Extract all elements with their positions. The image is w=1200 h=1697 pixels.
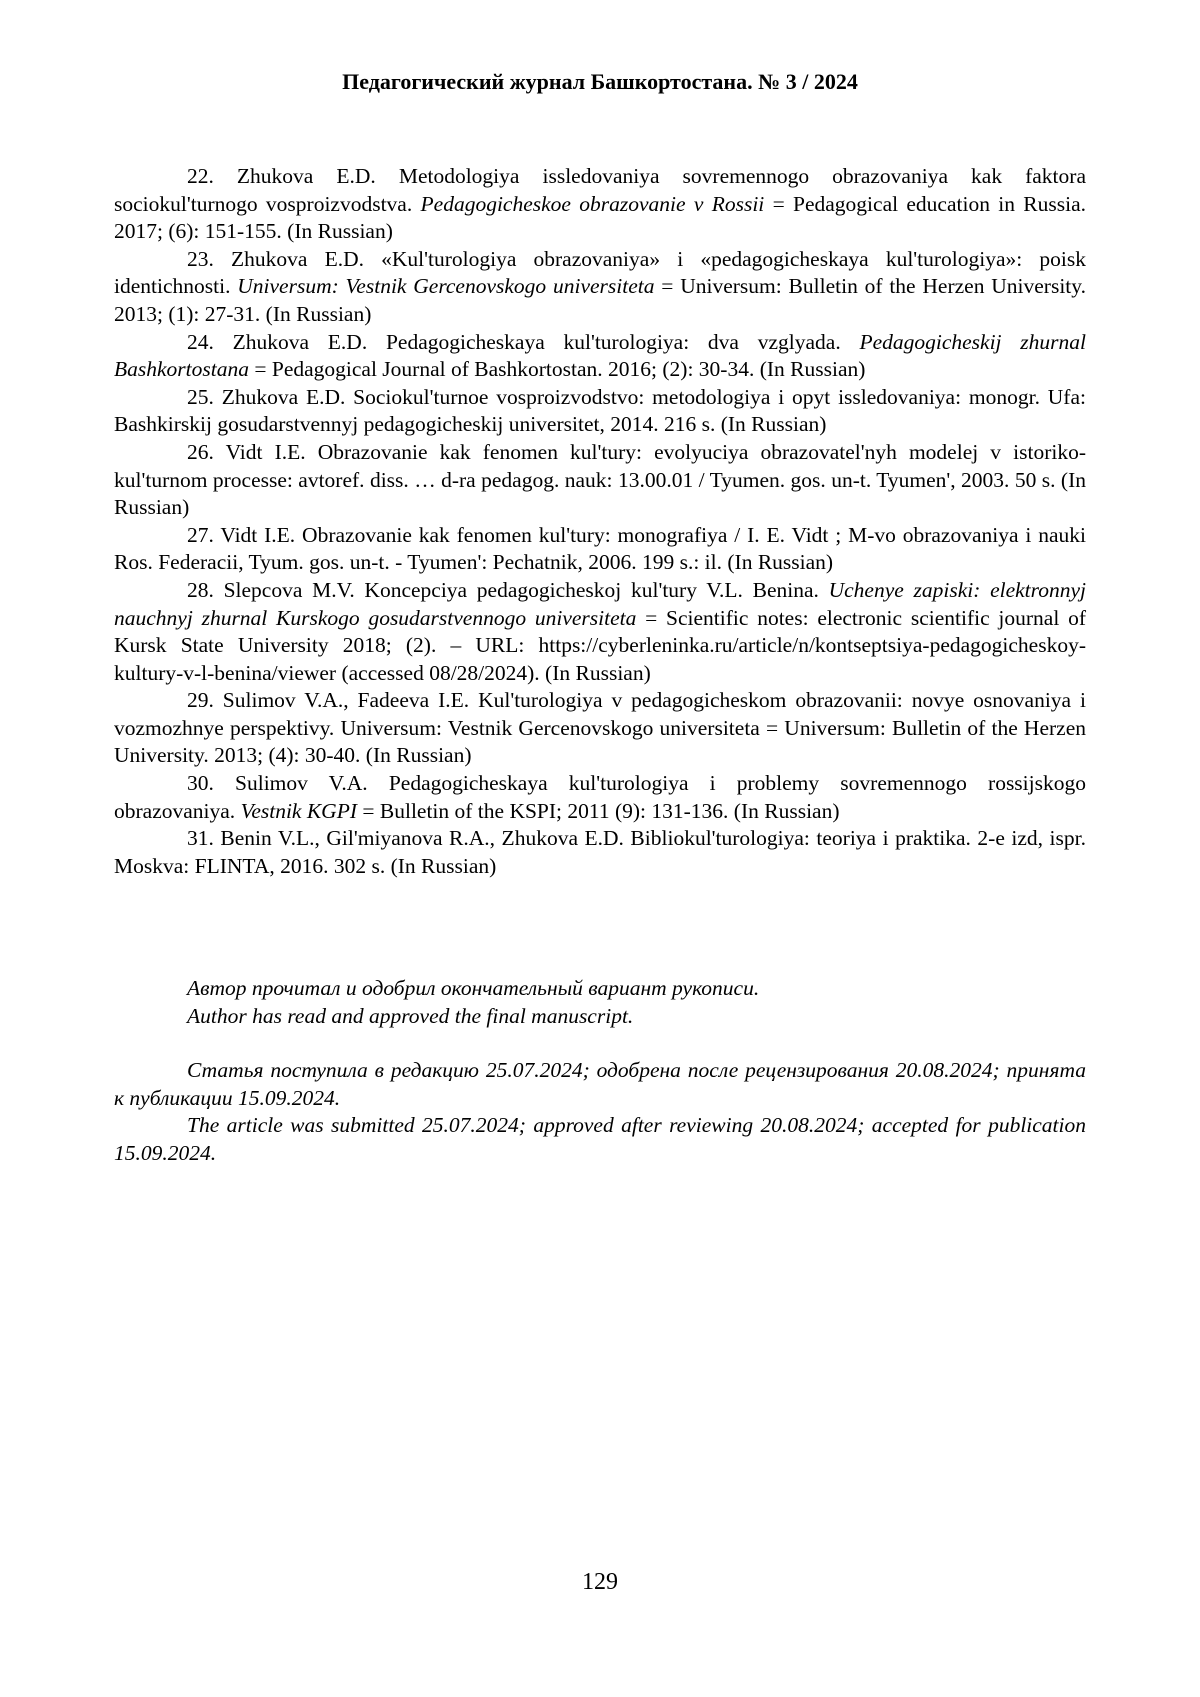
ref-text: 31. Benin V.L., Gil'miyanova R.A., Zhukova E.D. Bibliokul'turologiya: teoriya i praktika. 2-e izd, ispr. Moskva: FLINTA, 2016. 302 s. (In Russian) — [114, 826, 1086, 878]
reference-24 — [114, 329, 1086, 384]
ref-text: 23. Zhukova E.D. «Kul'turologiya obrazovaniya» i «pedagogicheskaya kul'turologiya»: poisk identichnosti. — [114, 246, 1086, 299]
ref-text: 27. Vidt I.E. Obrazovanie kak fenomen kul'tury: monografiya / I. E. Vidt ; M-vo obrazovaniya i nauki Ros. Federacii, Tyum. gos. un-t. - Tyumen': Pechatnik, 2006. 199 s.: il. (In Russian) — [114, 522, 1086, 575]
ref-text: = Universum: Bulletin of the Herzen University. 2013; (1): 27-31. (In Russian) — [114, 274, 1087, 326]
ref-journal: Universum: Vestnik Gercenovskogo universiteta — [237, 274, 655, 299]
ref-journal: Pedagogicheskij zhurnal Bashkortostana — [114, 329, 1086, 382]
article-notes — [114, 975, 1086, 1168]
reference-22 — [114, 163, 1086, 246]
reference-23 — [114, 246, 1086, 329]
ref-text: 24. Zhukova E.D. Pedagogicheskaya kul'turologiya: dva vzglyada. — [187, 329, 860, 354]
ref-journal: Pedagogicheskoe obrazovanie v Rossii — [420, 191, 765, 216]
ref-journal: Uchenye zapiski: elektronnyj nauchnyj zhurnal Kurskogo gosudarstvennogo universiteta — [114, 577, 1086, 630]
ref-text: 30. Sulimov V.A. Pedagogicheskaya kul'turologiya i problemy sovremennogo rossijskogo obrazovaniya. — [114, 771, 1086, 823]
approval-note-ru: Автор прочитал и одобрил окончательный вариант рукописи. — [187, 976, 760, 1000]
dates-note-ru: Статья поступила в редакцию 25.07.2024; одобрена после рецензирования 20.08.2024; принята к публикации 15.09.2024. — [114, 1058, 1086, 1110]
ref-text: 28. Slepcova M.V. Koncepciya pedagogicheskoj kul'tury V.L. Benina. — [187, 577, 829, 602]
approval-note-en: Author has read and approved the final manuscript. — [187, 1003, 634, 1028]
reference-26 — [114, 439, 1086, 522]
reference-28 — [114, 577, 1086, 687]
ref-text: = Pedagogical education in Russia. 2017; (6): 151-155. (In Russian) — [114, 191, 1087, 244]
ref-text: 29. Sulimov V.A., Fadeeva I.E. Kul'turologiya v pedagogicheskom obrazovanii: novye osnovaniya i vozmozhnye perspektivy. Universum: Vestnik Gercenovskogo universiteta = Universum: Bulletin of the Herzen University. 2013; (4): 30-40. (In Russian) — [114, 688, 1086, 768]
reference-29 — [114, 687, 1086, 770]
reference-31 — [114, 825, 1086, 880]
ref-text: 26. Vidt I.E. Obrazovanie kak fenomen kul'tury: evolyuciya obrazovatel'nyh modelej v istoriko-kul'turnom processe: avtoref. diss. … d-ra pedagog. nauk: 13.00.01 / Tyumen. gos. un-t. Tyumen', 2003. 50 s. (In Russian) — [114, 439, 1086, 520]
reference-list — [114, 163, 1086, 880]
journal-header: Педагогический журнал Башкортостана. № 3 / 2024 — [342, 69, 858, 94]
ref-text: = Scientific notes: electronic scientific journal of Kursk State University 2018; (2). – URL: https://cyberleninka.ru/article/n/kontseptsiya-pedagogicheskoy-kultury-v-l-benina/viewer (accessed 08/28/2024). (In Russian) — [114, 605, 1086, 685]
reference-25 — [114, 384, 1086, 439]
ref-text: = Pedagogical Journal of Bashkortostan. 2016; (2): 30-34. (In Russian) — [248, 357, 866, 382]
reference-27 — [114, 522, 1086, 577]
page-number: 129 — [582, 1569, 618, 1595]
ref-text: = Bulletin of the KSPI; 2011 (9): 131-136. (In Russian) — [357, 798, 840, 823]
ref-journal: Vestnik KGPI — [240, 798, 357, 823]
reference-30 — [114, 770, 1086, 825]
dates-note-en: The article was submitted 25.07.2024; approved after reviewing 20.08.2024; accepted for publication 15.09.2024. — [114, 1113, 1086, 1165]
ref-text: 22. Zhukova E.D. Metodologiya issledovaniya sovremennogo obrazovaniya kak faktora sociokul'turnogo vosproizvodstva. — [114, 164, 1086, 216]
ref-text: 25. Zhukova E.D. Sociokul'turnoe vosproizvodstvo: metodologiya i opyt issledovaniya: monogr. Ufa: Bashkirskij gosudarstvennyj pedagogicheskij universitet, 2014. 216 s. (In Russian) — [114, 384, 1086, 437]
note-spacer — [114, 1030, 1086, 1057]
